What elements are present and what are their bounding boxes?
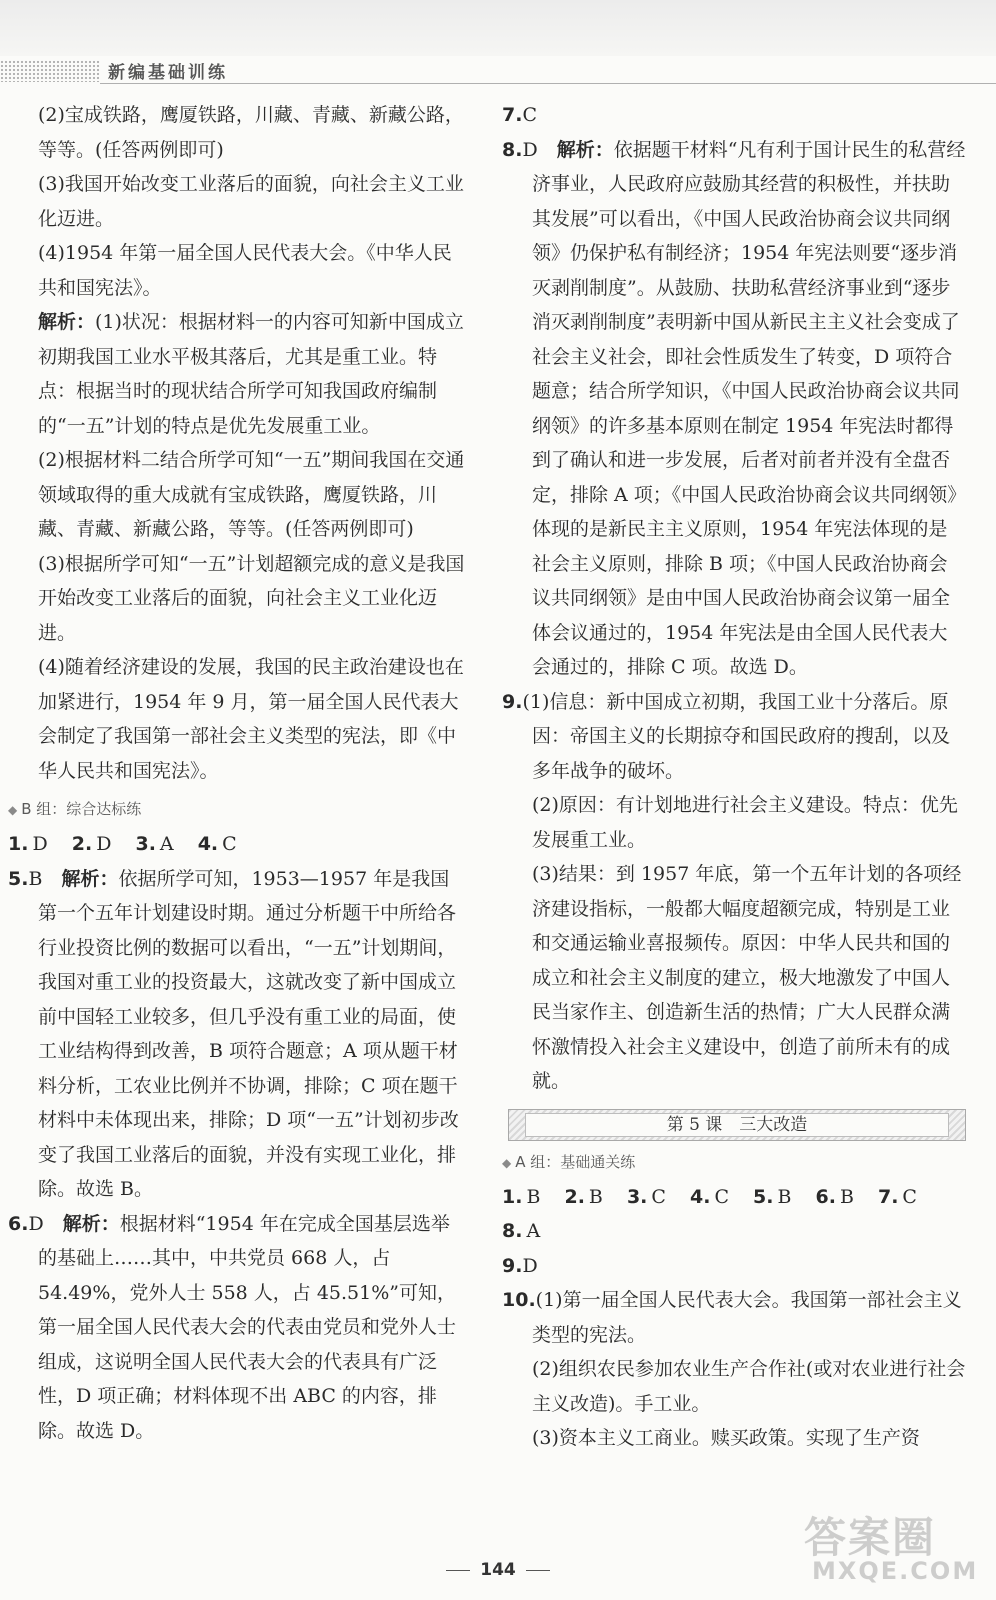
- answer-item: [564, 1186, 602, 1208]
- answer-paragraph: (3)结果：到 1957 年底，第一个五年计划的各项经济建设指标，一般都大幅度超额完成，特别是工业和交通运输业喜报频传。原因：中华人民共和国的成立和社会主义制度的建立，极大地激发了中国人民当家作主、创造新生活的热情；广大人民群众满怀激情投入社会主义建设中，创造了前所未有的成就。: [532, 863, 962, 1092]
- question-number: 9.: [502, 1254, 523, 1277]
- left-column: [8, 98, 468, 1448]
- watermark-url: MXQE.COM: [812, 1557, 979, 1585]
- question-6: [8, 1207, 468, 1449]
- answer-item: [502, 1220, 540, 1242]
- answer-letter: C: [522, 104, 537, 126]
- answer-letter: C: [902, 1185, 917, 1208]
- answer-letter: B: [777, 1185, 792, 1208]
- analysis-paragraph: (3)根据所学可知“一五”计划超额完成的意义是我国开始改变工业落后的面貌，向社会主义工业化迈进。: [38, 552, 465, 644]
- answer-letter: A: [526, 1220, 541, 1242]
- analysis-paragraph: (2)根据材料二结合所学可知“一五”期间我国在交通领域取得的重大成就有宝成铁路，鹰厦铁路，川藏、青藏、新藏公路，等等。(任答两例即可): [38, 449, 465, 540]
- header-title: 新编基础训练: [108, 63, 228, 83]
- answer-text: (1)第一届全国人民代表大会。我国第一部社会主义类型的宪法。: [532, 1289, 962, 1346]
- answer-text: (1)信息：新中国成立初期，我国工业十分落后。原因：帝国主义的长期掠夺和国民政府的搜刮，以及多年战争的破坏。: [522, 690, 951, 782]
- question-5: [8, 862, 468, 1207]
- answer-letter: D: [96, 833, 112, 855]
- analysis-text: 根据材料“1954 年在完成全国基层选举的基础上……其中，中共党员 668 人，占 54.49%，党外人士 558 人，占 45.51%”可知，第一届全国人民代表大会的代表由党员和党外人士组成，这说明全国人民代表大会的代表具有广泛性，D 项正确；材料体现不出 ABC 的内容，排除。故选 D。: [38, 1212, 457, 1442]
- answer-item: [627, 1186, 666, 1208]
- question-number: 8.: [502, 1220, 523, 1242]
- question-9-group-a: [502, 1249, 966, 1284]
- watermark: [804, 1505, 980, 1593]
- answer-paragraph: (2)组织农民参加农业生产合作社(或对农业进行社会主义改造)。手工业。: [532, 1358, 966, 1415]
- answer-letter: C: [714, 1185, 729, 1208]
- answer-paragraph: (3)我国开始改变工业落后的面貌，向社会主义工业化迈进。: [38, 173, 464, 230]
- question-number: 6.: [8, 1212, 29, 1235]
- question-7: [502, 98, 966, 133]
- analysis-tag: 解析：: [62, 1212, 120, 1235]
- answer-letter: D: [522, 138, 538, 161]
- answer-letter: D: [32, 833, 48, 855]
- right-column: [502, 98, 966, 1456]
- answer-item: [72, 833, 112, 855]
- analysis-tag: 解析：: [61, 867, 119, 890]
- watermark-logo-text: 答案圈: [804, 1513, 937, 1562]
- analysis-paragraph: [8, 305, 468, 443]
- question-number: 7.: [877, 1185, 899, 1208]
- question-number: 5.: [8, 867, 29, 890]
- question-number: 4.: [689, 1185, 711, 1208]
- answer-letter: B: [526, 1185, 541, 1208]
- answer-item: [135, 833, 173, 855]
- section-label-group-a: [502, 1151, 966, 1174]
- question-number: 10.: [502, 1289, 536, 1311]
- footer-dash: [446, 1570, 470, 1571]
- header-dot-pattern: [0, 60, 100, 82]
- question-number: 2.: [564, 1185, 585, 1208]
- question-9: [502, 685, 966, 789]
- analysis-tag: 解析：: [38, 311, 96, 333]
- answer-paragraph: (3)资本主义工商业。赎买政策。实现了生产资: [532, 1427, 920, 1449]
- question-number: 4.: [197, 833, 219, 855]
- answer-letter: D: [522, 1254, 538, 1277]
- diamond-icon: ◆: [8, 803, 18, 817]
- answer-letter: D: [28, 1212, 44, 1235]
- analysis-tag: 解析：: [556, 138, 614, 161]
- question-number: 9.: [502, 690, 523, 713]
- section-label-text: B 组：综合达标练: [21, 800, 142, 818]
- answer-paragraph: (4)1954 年第一届全国人民代表大会。《中华人民共和国宪法》。: [38, 242, 452, 299]
- section-label-text: A 组：基础通关练: [515, 1152, 636, 1171]
- question-number: 5.: [753, 1185, 774, 1208]
- question-number: 8.: [502, 138, 523, 161]
- answer-item: [816, 1186, 854, 1208]
- header-rule: [100, 83, 996, 84]
- analysis-text: (1)状况：根据材料一的内容可知新中国成立初期我国工业水平极其落后，尤其是重工业。特点：根据当时的现状结合所学可知我国政府编制的“一五”计划的特点是优先发展重工业。: [38, 311, 464, 437]
- answer-item: [878, 1186, 917, 1208]
- answer-letter: B: [839, 1185, 854, 1208]
- analysis-paragraph: (4)随着经济建设的发展，我国的民主政治建设也在加紧进行，1954 年 9 月，第一届全国人民代表大会制定了我国第一部社会主义类型的宪法，即《中华人民共和国宪法》。: [38, 656, 464, 782]
- question-number: 2.: [71, 833, 93, 855]
- diamond-icon: ◆: [502, 1155, 512, 1170]
- answer-row: [8, 827, 468, 862]
- lesson-title: 第 5 课 三大改造: [525, 1113, 949, 1137]
- question-number: 3.: [626, 1185, 648, 1208]
- answer-paragraph: (2)原因：有计划地进行社会主义建设。特点：优先发展重工业。: [532, 794, 958, 851]
- question-number: 1.: [502, 1185, 523, 1208]
- analysis-text: 依据题干材料“凡有利于国计民生的私营经济事业，人民政府应鼓励其经营的积极性，并扶助其发展”可以看出，《中国人民政治协商会议共同纲领》仍保护私有制经济；1954 年宪法则要“逐步消灭剥削制度”。从鼓励、扶助私营经济事业到“逐步消灭剥削制度”表明新中国从新民主主义社会变成了社会主义社会，即社会性质发生了转变，D 项符合题意；结合所学知识，《中国人民政治协商会议共同纲领》的许多基本原则在制定 1954 年宪法时都得到了确认和进一步发展，后者对前者并没有全盘否定，排除 A 项；《中国人民政治协商会议共同纲领》体现的是新民主主义原则，1954 年宪法体现的是社会主义原则，排除 B 项；《中国人民政治协商会议共同纲领》是由中国人民政治协商会议第一届全体会议通过的，1954 年宪法是由全国人民代表大会通过的，排除 C 项。故选 D。: [532, 138, 966, 678]
- answer-item: [753, 1186, 791, 1208]
- question-10: [502, 1283, 966, 1352]
- footer-dash: [526, 1570, 550, 1571]
- answer-letter: A: [159, 833, 174, 855]
- header-band: [0, 0, 996, 56]
- answer-item: [8, 833, 48, 855]
- page-number: 144: [480, 1560, 516, 1580]
- question-number: 3.: [135, 833, 156, 855]
- question-number: 6.: [815, 1185, 836, 1208]
- question-8: [502, 133, 966, 685]
- answer-item: [690, 1186, 729, 1208]
- answer-letter: B: [28, 867, 43, 890]
- section-label-group-b: [8, 798, 468, 821]
- answer-letter: C: [651, 1185, 666, 1208]
- answer-paragraph: (2)宝成铁路，鹰厦铁路，川藏、青藏、新藏公路，等等。(任答两例即可): [38, 104, 464, 161]
- question-number: 1.: [8, 833, 29, 855]
- answer-row: [502, 1180, 966, 1249]
- analysis-text: 依据所学可知，1953—1957 年是我国第一个五年计划建设时期。通过分析题干中所给各行业投资比例的数据可以看出，“一五”计划期间，我国对重工业的投资最大，这就改变了新中国成立前中国轻工业较多，但几乎没有重工业的局面，使工业结构得到改善，B 项符合题意；A 项从题干材料分析，工农业比例并不协调，排除；C 项在题干材料中未体现出来，排除；D 项“一五”计划初步改变了我国工业落后的面貌，并没有实现工业化，排除。故选 B。: [38, 867, 459, 1200]
- lesson-banner: [508, 1109, 966, 1141]
- answer-letter: C: [222, 833, 237, 855]
- answer-letter: B: [588, 1185, 603, 1208]
- answer-item: [502, 1186, 540, 1208]
- question-number: 7.: [502, 104, 523, 126]
- answer-item: [198, 833, 237, 855]
